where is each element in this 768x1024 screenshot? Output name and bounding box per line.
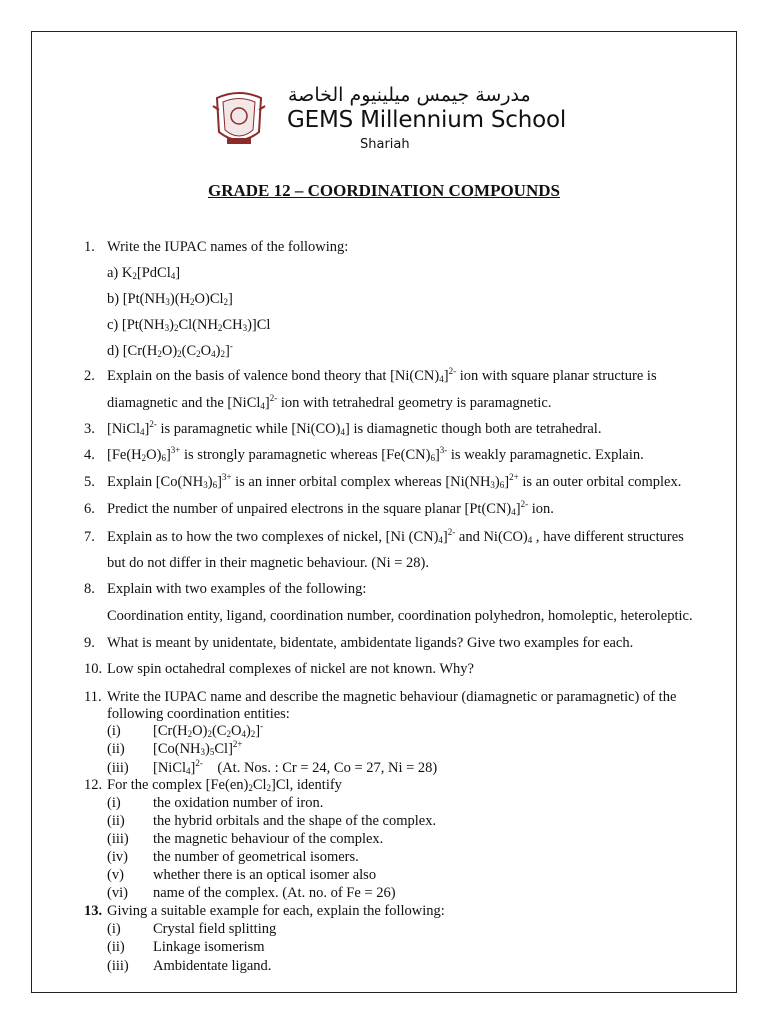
q6-text: Predict the number of unpaired electrons in the square planar $[Pt(CN)_4]^{2-}$ ion.: [107, 499, 554, 517]
q9-text: What is meant by unidentate, bidentate, ambidentate ligands? Give two examples for each.: [107, 635, 634, 651]
q5-text: Explain $[Co(NH_3)_6]^{3+}$ is an inner orbital complex whereas $[Ni(NH_3)_6]^{2+}$ is an outer orbital complex.: [107, 472, 682, 490]
q1-item-d: d) $[Cr(H_2O)_2(C_2O_4)_2]^-$: [107, 341, 233, 359]
q12-number: 12.: [84, 777, 103, 793]
q11-item-ii-num: (ii): [107, 741, 125, 757]
q13-number: 13.: [84, 903, 103, 919]
q12-item: whether there is an optical isomer also: [153, 867, 377, 883]
q8-number: 8.: [84, 581, 95, 597]
q12-item: the hybrid orbitals and the shape of the complex.: [153, 813, 437, 829]
q12-item-num: (iii): [107, 831, 129, 847]
q11-line1: Write the IUPAC name and describe the magnetic behaviour (diamagnetic or paramagnetic) of the: [107, 689, 677, 705]
q1-item-a: a) $K_2[PdCl_4]$: [107, 265, 181, 281]
q2-line1: Explain on the basis of valence bond theory that $[Ni(CN)_4]^{2-}$ ion with square planar structure is: [107, 366, 657, 384]
q11-item-iii: [NiCl$_4$]$^{2-}$ (At. Nos. : Cr = 24, Co = 27, Ni = 28): [153, 758, 438, 776]
q13-item-num: (iii): [107, 958, 129, 974]
q13-item: Linkage isomerism: [153, 939, 265, 955]
q11-item-i-num: (i): [107, 723, 121, 739]
q4-number: 4.: [84, 447, 95, 463]
q1-text: Write the IUPAC names of the following:: [107, 239, 349, 255]
q11-item-i: $[Cr(H_2O)_2(C_2O_4)_2]^-$: [153, 721, 264, 739]
q10-number: 10.: [84, 661, 103, 677]
q1-item-c: c) $[Pt(NH_3)_2Cl(NH_2CH_3)]Cl$: [107, 317, 271, 333]
q2-number: 2.: [84, 368, 95, 384]
q13-text: Giving a suitable example for each, explain the following:: [107, 903, 445, 919]
q2-line2: diamagnetic and the [NiCl$_4$]$^{2-}$ ion with tetrahedral geometry is paramagnetic.: [107, 393, 552, 411]
q11-item-iii-num: (iii): [107, 760, 129, 776]
q3-text: [NiCl$_4$]$^{2-}$ is paramagnetic while $[Ni(CO)_4]$ is diamagnetic though both are tetrahedral.: [107, 419, 602, 437]
q13-item: Crystal field splitting: [153, 921, 277, 937]
q11-line2: following coordination entities:: [107, 706, 290, 722]
q12-item: the number of geometrical isomers.: [153, 849, 359, 865]
q8-text: Explain with two examples of the following:: [107, 581, 367, 597]
q12-item-num: (ii): [107, 813, 125, 829]
q12-text: For the complex $[Fe(en)_2Cl_2]Cl$, identify: [107, 777, 342, 793]
q5-number: 5.: [84, 474, 95, 490]
q11-number: 11.: [84, 689, 102, 705]
q4-text: $[Fe(H_2O)_6]^{3+}$ is strongly paramagnetic whereas $[Fe(CN)_6]^{3-}$ is weakly paramagnetic. Explain.: [107, 445, 644, 463]
q7-line1: Explain as to how the two complexes of nickel, [Ni $(CN)_4]^{2-}$ and $Ni(CO)_4$ , have different structures: [107, 527, 684, 545]
q6-number: 6.: [84, 501, 95, 517]
school-city: Shariah: [360, 137, 410, 152]
school-name: GEMS Millennium School: [287, 107, 567, 133]
q7-line2: but do not differ in their magnetic behaviour. (Ni = 28).: [107, 555, 430, 571]
q3-number: 3.: [84, 421, 95, 437]
q12-item-num: (iv): [107, 849, 128, 865]
q12-item: the magnetic behaviour of the complex.: [153, 831, 384, 847]
page-title: GRADE 12 – COORDINATION COMPOUNDS: [208, 181, 560, 200]
q10-text: Low spin octahedral complexes of nickel are not known. Why?: [107, 661, 474, 677]
q13-item-num: (ii): [107, 939, 125, 955]
q7-number: 7.: [84, 529, 95, 545]
q1-item-b: b) $[Pt(NH_3)(H_2O)Cl_2]$: [107, 291, 233, 307]
q12-item: name of the complex. (At. no. of Fe = 26): [153, 885, 396, 901]
q9-number: 9.: [84, 635, 95, 651]
q11-item-ii: $[Co(NH_3)_5Cl]^{2+}$: [153, 739, 243, 757]
q12-item-num: (i): [107, 795, 121, 811]
school-crest-logo: [209, 86, 269, 152]
school-name-arabic: مدرسة جيمس ميلينيوم الخاصة: [288, 84, 531, 106]
q13-item-num: (i): [107, 921, 121, 937]
q13-item: Ambidentate ligand.: [153, 958, 272, 974]
q12-item-num: (vi): [107, 885, 128, 901]
q8-line2: Coordination entity, ligand, coordination number, coordination polyhedron, homoleptic, heteroleptic.: [107, 608, 693, 624]
q11-atomic-numbers: (At. Nos. : Cr = 24, Co = 27, Ni = 28): [217, 760, 438, 776]
q1-number: 1.: [84, 239, 95, 255]
q12-item: the oxidation number of iron.: [153, 795, 324, 811]
q12-item-num: (v): [107, 867, 124, 883]
